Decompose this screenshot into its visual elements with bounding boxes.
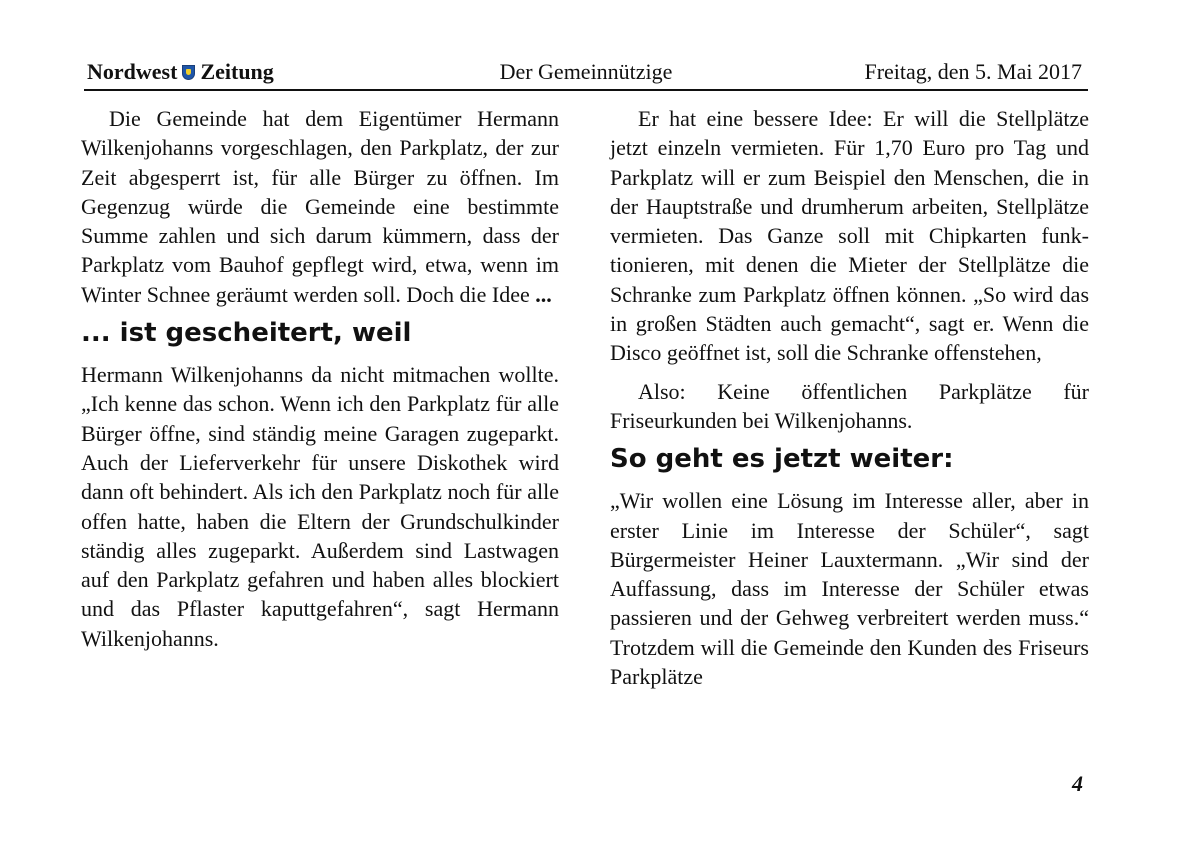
dateline: Freitag, den 5. Mai 2017 <box>864 59 1082 84</box>
continuation-ellipsis: ... <box>529 281 552 307</box>
left-paragraph-2: Hermann Wilkenjohanns da nicht mitmachen wollte. „Ich kenne das schon. Wenn ich den Parkplatz für alle Bürger öffne, sind ständig meine Garagen zugeparkt. Auch der Lieferverkehr für unsere Diskothek wird dann oft behindert. Als ich den Parkplatz noch für alle offen hatte, haben die Eltern der Grundschulkinder ständig alles zugeparkt. Außerdem sind Lastwagen auf den Parkplatz gefahren und haben alles blockiert und das Pflaster kaputtgefahren“, sagt Hermann Wilkenjohanns. <box>81 362 559 651</box>
right-subheading: So geht es jetzt weiter: <box>610 444 954 475</box>
masthead-left: Nordwest <box>87 59 178 84</box>
left-paragraph-1-text: Die Gemeinde hat dem Eigentümer Hermann Wilkenjohanns vorgeschlagen, den Parkplatz, der zur Zeit abgesperrt ist, für alle Bürger zu öffnen. Im Gegenzug würde die Gemeinde eine bestimmte Summe zahlen und sich darum kümmern, dass der Parkplatz vom Bauhof gepflegt wird, etwa, wenn im Winter Schnee geräumt werden soll. Doch die Idee <box>81 106 559 307</box>
left-column <box>81 104 559 653</box>
masthead-right: Zeitung <box>200 59 274 84</box>
section-title: Der Gemeinnützige <box>499 59 673 84</box>
right-column <box>610 104 1089 691</box>
left-subheading: ... ist gescheitert, weil <box>81 318 412 349</box>
page-number: 4 <box>1072 771 1083 796</box>
right-paragraph-2: Also: Keine öffentlichen Parkplätze für Friseurkunden bei Wilkenjohanns. <box>610 378 1089 433</box>
right-paragraph-1: Er hat eine bessere Idee: Er will die Stellplätze jetzt einzeln vermieten. Für 1,70 Euro pro Tag und Parkplatz will er zum Beispiel den Menschen, die in der Hauptstraße und drumherum arbeiten, Stellplätze vermieten. Das Ganze soll mit Chipkarten funktionieren, mit denen die Mieter der Stellplätze die Schranke zum Parkplatz öffnen können. „So wird das in großen Städten auch gemacht“, sagt er. Wenn die Disco geöffnet ist, soll die Schranke offenstehen, <box>610 106 1089 366</box>
right-paragraph-3: „Wir wollen eine Lösung im Interesse aller, aber in erster Linie im Interesse der Schüler“, sagt Bürgermeister Heiner Lauxtermann. „Wir sind der Auffassung, dass im Interesse der Schüler etwas passieren und der Gehweg verbreitert werden muss.“ Trotzdem will die Gemeinde den Kunden des Friseurs Parkplätze <box>610 488 1089 690</box>
left-paragraph-1 <box>81 104 559 309</box>
page-header <box>84 55 1088 91</box>
